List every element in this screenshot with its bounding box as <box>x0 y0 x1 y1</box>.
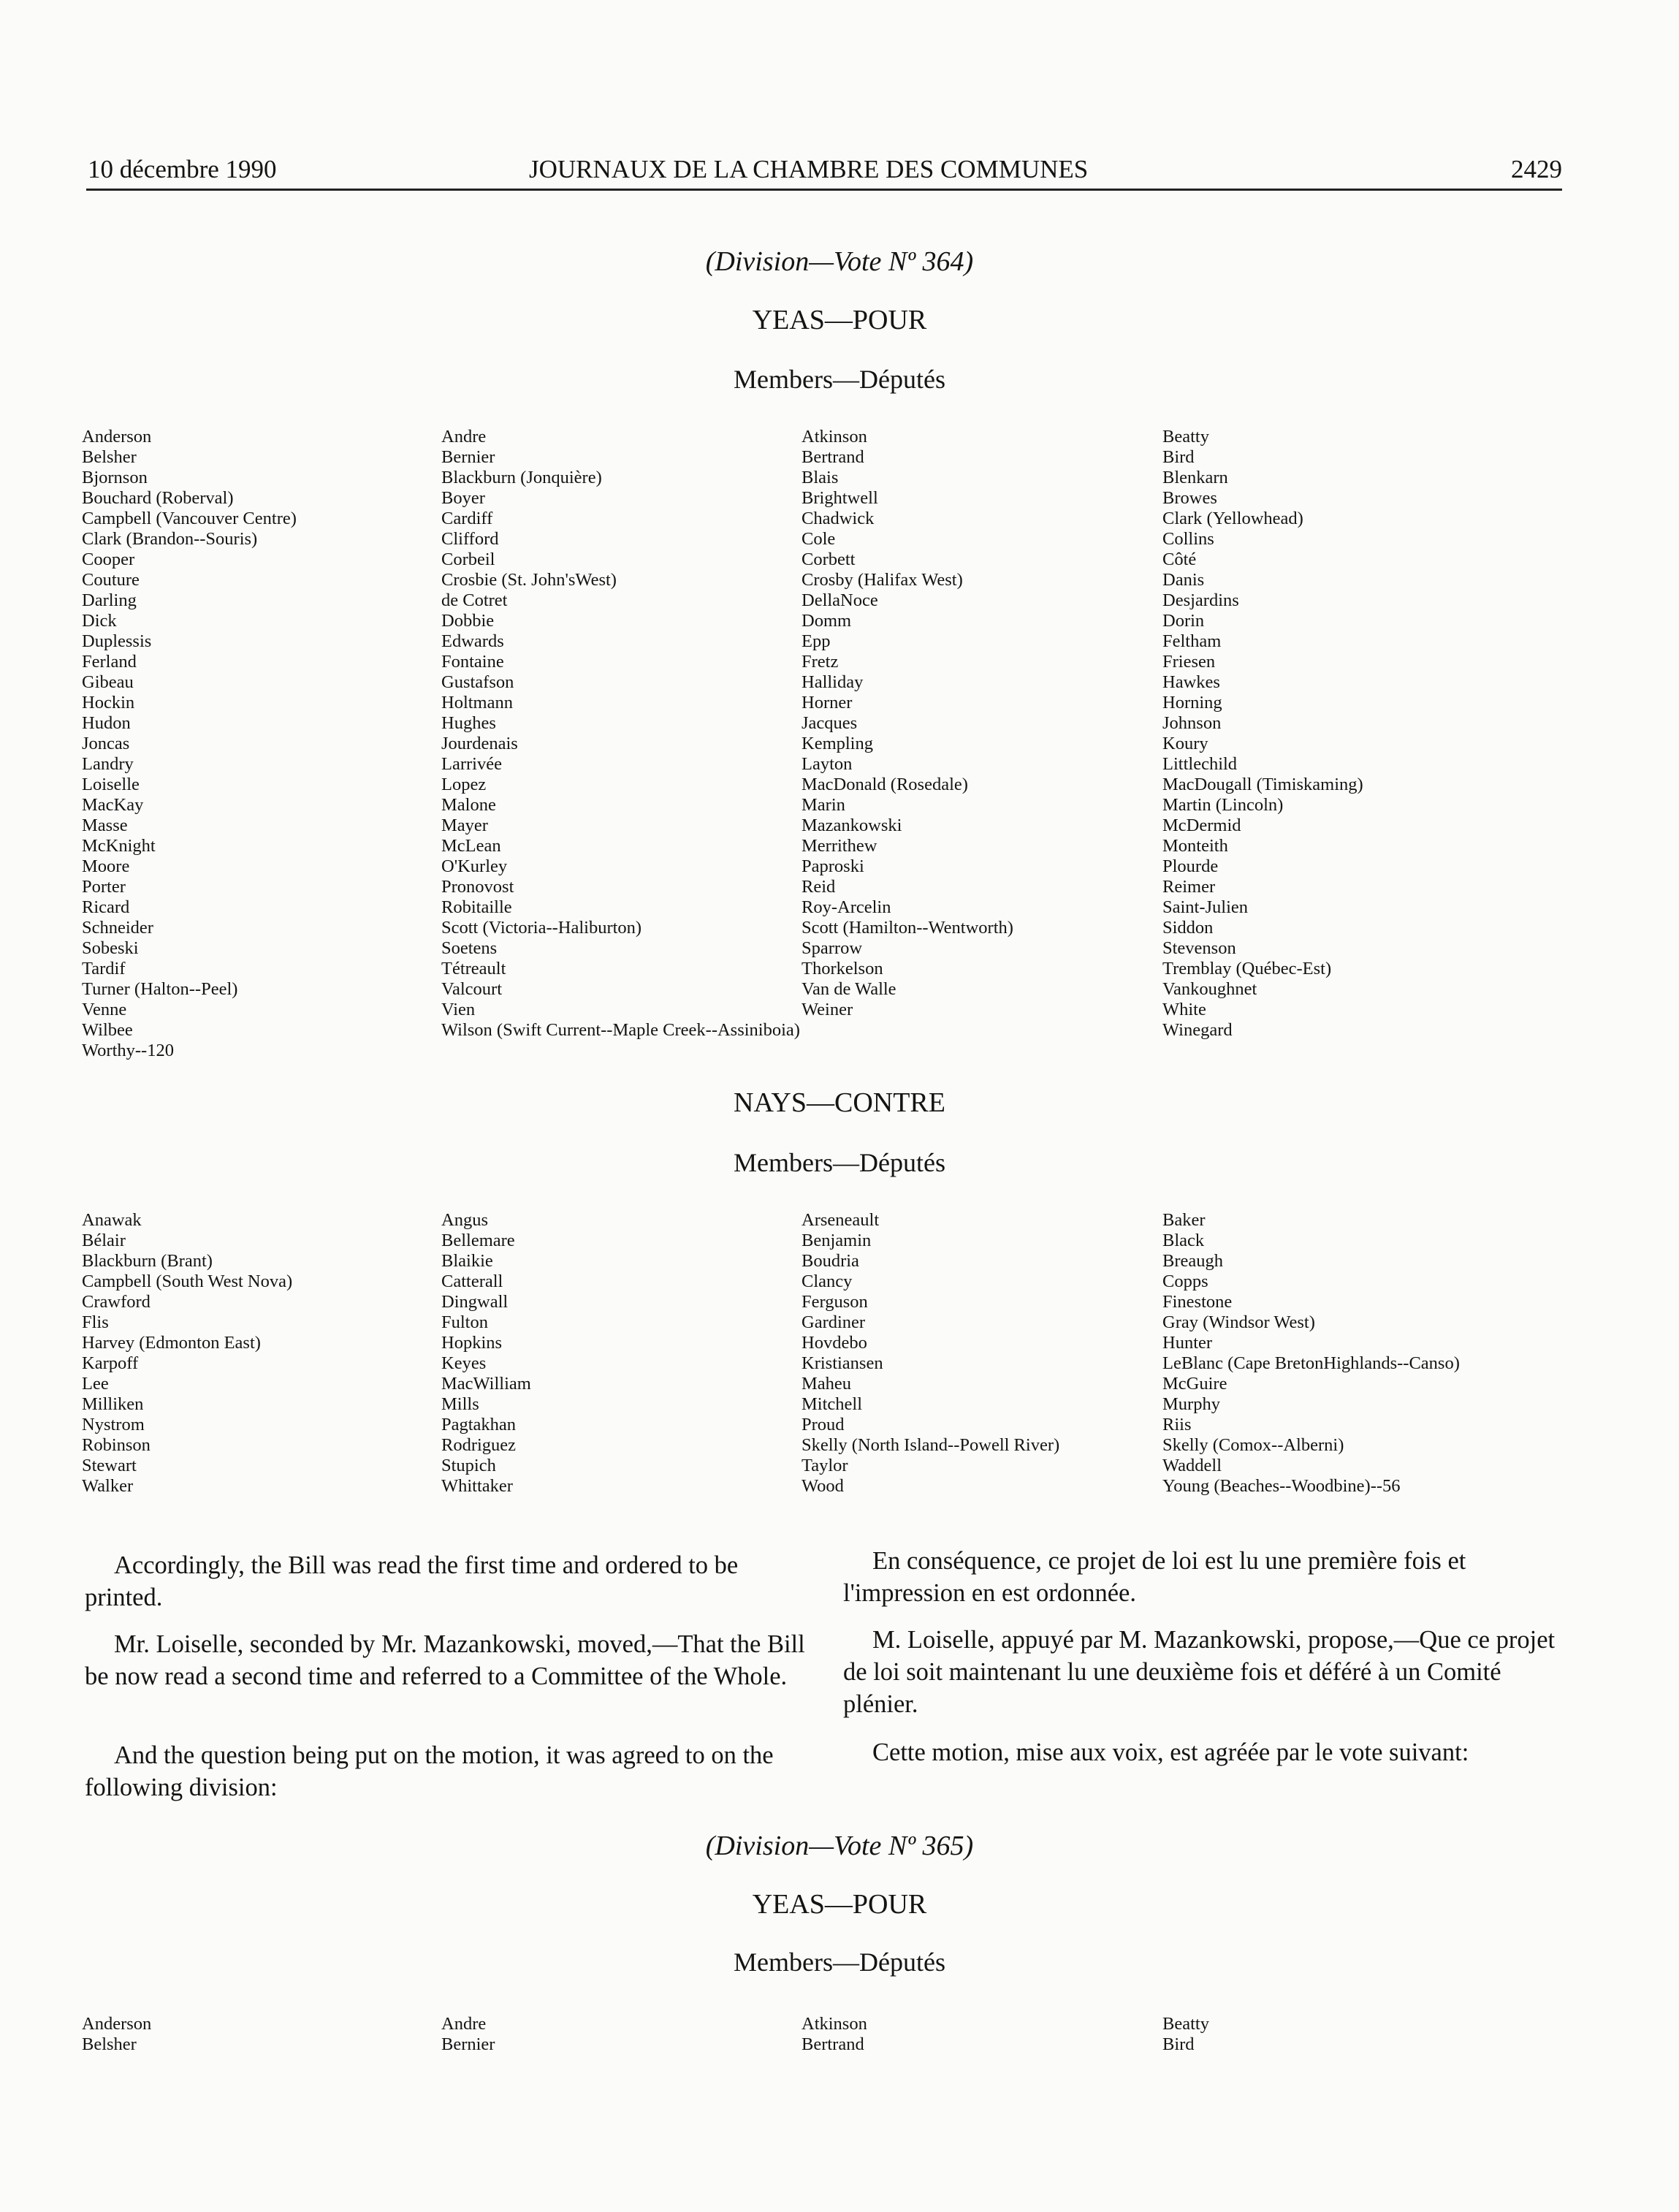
member-name: Clifford <box>441 529 499 549</box>
member-name: Horning <box>1162 693 1222 712</box>
member-name: Scott (Victoria--Haliburton) <box>441 918 642 938</box>
member-name: Domm <box>802 611 852 631</box>
member-name: Hudon <box>82 713 131 733</box>
journal-title: JOURNAUX DE LA CHAMBRE DES COMMUNES <box>529 155 1089 183</box>
member-name: Merrithew <box>802 836 877 856</box>
member-name: Roy-Arcelin <box>802 897 891 917</box>
member-name: Dorin <box>1162 611 1205 631</box>
member-name: Hovdebo <box>802 1333 867 1353</box>
member-name: Tremblay (Québec-Est) <box>1162 959 1332 978</box>
member-name: Sparrow <box>802 938 863 958</box>
member-name: MacKay <box>82 795 144 815</box>
member-name: Atkinson <box>802 2014 867 2034</box>
member-name: Larrivée <box>441 754 502 774</box>
member-name: Masse <box>82 816 128 835</box>
member-name: Moore <box>82 856 130 876</box>
member-name: Atkinson <box>802 427 867 446</box>
division-365-yeas-members-heading: Members—Députés <box>734 1947 945 1977</box>
member-name: Malone <box>441 795 496 815</box>
member-name: Blaikie <box>441 1251 493 1271</box>
member-name: Skelly (North Island--Powell River) <box>802 1435 1060 1455</box>
member-name: Corbett <box>802 550 856 569</box>
member-name: Valcourt <box>441 979 502 999</box>
member-name: Côté <box>1162 550 1197 569</box>
member-name: Campbell (Vancouver Centre) <box>82 509 297 528</box>
member-name: Halliday <box>802 672 864 692</box>
member-name: Flis <box>82 1312 109 1332</box>
page-number: 2429 <box>1511 155 1562 183</box>
member-name: Breaugh <box>1162 1251 1223 1271</box>
member-name: Jacques <box>802 713 858 733</box>
division-364-nays-heading: NAYS—CONTRE <box>734 1087 945 1118</box>
paragraph-en-first-reading: Accordingly, the Bill was read the first time and ordered to be printed. <box>85 1551 739 1611</box>
member-name: Stupich <box>441 1456 496 1475</box>
paragraph-en-division: And the question being put on the motion, it was agreed to on the following division: <box>85 1741 774 1801</box>
member-name: Schneider <box>82 918 153 938</box>
member-name: Plourde <box>1162 856 1219 876</box>
name-column <box>1162 427 1363 1041</box>
member-name: Venne <box>82 1000 127 1019</box>
member-name: Littlechild <box>1162 754 1238 774</box>
member-name: Bjornson <box>82 468 148 487</box>
name-column <box>82 427 297 1061</box>
member-name: Benjamin <box>802 1231 872 1250</box>
member-name: Belsher <box>82 2034 137 2054</box>
member-name: Brightwell <box>802 488 878 508</box>
member-name: Ricard <box>82 897 130 917</box>
name-column <box>802 427 1013 1020</box>
name-column <box>1162 2014 1209 2055</box>
member-name: Stewart <box>82 1456 137 1475</box>
paragraph-fr-first-reading: En conséquence, ce projet de loi est lu une première fois et l'impression en est ordonnée. <box>843 1547 1466 1607</box>
paragraph-fr-motion: M. Loiselle, appuyé par M. Mazankowski, propose,—Que ce projet de loi soit maintenant lu une deuxième fois et déféré à un Comité plénier. <box>843 1626 1556 1718</box>
member-name: Beatty <box>1162 2014 1209 2034</box>
member-name: Koury <box>1162 734 1208 753</box>
member-name: Weiner <box>802 1000 853 1019</box>
member-name: Pronovost <box>441 877 514 897</box>
member-name: Mills <box>441 1394 479 1414</box>
member-name: Andre <box>441 2014 487 2034</box>
member-name: Young (Beaches--Woodbine)--56 <box>1162 1476 1401 1496</box>
member-name: Bird <box>1162 2034 1195 2054</box>
member-name: Corbeil <box>441 550 495 569</box>
member-name: Robinson <box>82 1435 151 1455</box>
member-name: Johnson <box>1162 713 1222 733</box>
member-name: Blais <box>802 468 839 487</box>
member-name: Duplessis <box>82 631 152 651</box>
member-name: Arseneault <box>802 1210 880 1230</box>
member-name: Robitaille <box>441 897 512 917</box>
member-name: Kristiansen <box>802 1353 883 1373</box>
member-name: MacWilliam <box>441 1374 531 1394</box>
member-name: Jourdenais <box>441 734 518 753</box>
paragraph-en-motion: Mr. Loiselle, seconded by Mr. Mazankowski, moved,—That the Bill be now read a second time and referred to a Committee of the Whole. <box>85 1630 805 1690</box>
member-name: Bernier <box>441 447 495 467</box>
division-364-yeas-heading: YEAS—POUR <box>752 305 927 335</box>
header-date: 10 décembre 1990 <box>88 155 277 183</box>
member-name: Lopez <box>441 775 487 794</box>
member-name: Kempling <box>802 734 873 753</box>
member-name: Belsher <box>82 447 137 467</box>
member-name: Couture <box>82 570 140 590</box>
member-name: Dick <box>82 611 117 631</box>
member-name: Winegard <box>1162 1020 1233 1040</box>
member-name: Landry <box>82 754 134 774</box>
member-name: Wilbee <box>82 1020 133 1040</box>
member-name: Mitchell <box>802 1394 863 1414</box>
division-364-yeas-members-heading: Members—Députés <box>734 365 945 394</box>
member-name: Waddell <box>1162 1456 1222 1475</box>
member-name: Horner <box>802 693 853 712</box>
member-name: McGuire <box>1162 1374 1227 1394</box>
member-name: Lee <box>82 1374 109 1394</box>
member-name: Saint-Julien <box>1162 897 1249 917</box>
member-name: Crosby (Halifax West) <box>802 570 963 590</box>
member-name: Marin <box>802 795 845 815</box>
member-name: Scott (Hamilton--Wentworth) <box>802 918 1013 938</box>
member-name: Layton <box>802 754 853 774</box>
member-name: Riis <box>1162 1415 1192 1434</box>
member-name: Epp <box>802 631 831 651</box>
member-name: Fretz <box>802 652 839 672</box>
member-name: Desjardins <box>1162 590 1239 610</box>
member-name: MacDougall (Timiskaming) <box>1162 775 1363 794</box>
division-364-title: (Division—Vote Nº 364) <box>705 246 974 277</box>
member-name: Loiselle <box>82 775 140 794</box>
member-name: Karpoff <box>82 1353 139 1373</box>
member-name: Feltham <box>1162 631 1222 651</box>
member-name: Fontaine <box>441 652 504 672</box>
member-name: Darling <box>82 590 137 610</box>
member-name: Worthy--120 <box>82 1041 174 1060</box>
member-name: Turner (Halton--Peel) <box>82 979 238 999</box>
member-name: Taylor <box>802 1456 848 1475</box>
member-name: Bélair <box>82 1231 126 1250</box>
member-name: Sobeski <box>82 938 139 958</box>
member-name: Clancy <box>802 1272 853 1291</box>
member-name: Soetens <box>441 938 498 958</box>
member-name: Hopkins <box>441 1333 503 1353</box>
member-name: Chadwick <box>802 509 875 528</box>
member-name: Nystrom <box>82 1415 145 1434</box>
member-name: Milliken <box>82 1394 144 1414</box>
name-column <box>82 1210 292 1497</box>
member-name: Murphy <box>1162 1394 1220 1414</box>
member-name: O'Kurley <box>441 856 508 876</box>
member-name: Bellemare <box>441 1231 515 1250</box>
member-name: Dingwall <box>441 1292 509 1312</box>
member-name: Campbell (South West Nova) <box>82 1272 293 1291</box>
member-name: Porter <box>82 877 126 897</box>
member-name: Vien <box>441 1000 476 1019</box>
member-name: Bernier <box>441 2034 495 2054</box>
member-name: Van de Walle <box>802 979 896 999</box>
member-name: Skelly (Comox--Alberni) <box>1162 1435 1344 1455</box>
member-name: Keyes <box>441 1353 487 1373</box>
member-name: Maheu <box>802 1374 852 1394</box>
member-name: Andre <box>441 427 487 446</box>
member-name: Pagtakhan <box>441 1415 517 1434</box>
member-name: Bertrand <box>802 447 864 467</box>
member-name: Bouchard (Roberval) <box>82 488 234 508</box>
member-name: Siddon <box>1162 918 1214 938</box>
member-name: Anderson <box>82 2014 152 2034</box>
member-name: Stevenson <box>1162 938 1236 958</box>
member-name: Hawkes <box>1162 672 1220 692</box>
member-name: Anderson <box>82 427 152 446</box>
member-name: DellaNoce <box>802 590 878 610</box>
member-name: Walker <box>82 1476 134 1496</box>
member-name: McKnight <box>82 836 156 856</box>
member-name: Baker <box>1162 1210 1206 1230</box>
member-name: Bertrand <box>802 2034 864 2054</box>
member-name: Clark (Brandon--Souris) <box>82 529 258 549</box>
member-name: Edwards <box>441 631 504 651</box>
member-name: Blackburn (Jonquière) <box>441 468 602 487</box>
paragraph-fr-division: Cette motion, mise aux voix, est agréée par le vote suivant: <box>872 1738 1469 1766</box>
member-name: Clark (Yellowhead) <box>1162 509 1303 528</box>
member-name: Gibeau <box>82 672 134 692</box>
member-name: Angus <box>441 1210 488 1230</box>
member-name: Blenkarn <box>1162 468 1228 487</box>
member-name: Friesen <box>1162 652 1216 672</box>
member-name: Finestone <box>1162 1292 1233 1312</box>
member-name: Gustafson <box>441 672 514 692</box>
member-name: Hughes <box>441 713 496 733</box>
member-name: Whittaker <box>441 1476 513 1496</box>
member-name: Catterall <box>441 1272 503 1291</box>
member-name: Crawford <box>82 1292 151 1312</box>
member-name: Proud <box>802 1415 845 1434</box>
member-name: Cooper <box>82 550 135 569</box>
member-name: Martin (Lincoln) <box>1162 795 1284 815</box>
member-name: Monteith <box>1162 836 1228 856</box>
member-name: Tétreault <box>441 959 506 978</box>
member-name: Ferguson <box>802 1292 868 1312</box>
member-name: Cardiff <box>441 509 493 528</box>
member-name: McDermid <box>1162 816 1241 835</box>
member-name: Cole <box>802 529 836 549</box>
name-column <box>441 427 800 1041</box>
member-name: Rodriguez <box>441 1435 517 1455</box>
member-name: Black <box>1162 1231 1205 1250</box>
member-name: Copps <box>1162 1272 1208 1291</box>
member-name: Fulton <box>441 1312 488 1332</box>
member-name: White <box>1162 1000 1206 1019</box>
name-column <box>441 2014 495 2055</box>
member-name: Dobbie <box>441 611 495 631</box>
division-364-nays-members-heading: Members—Députés <box>734 1148 945 1177</box>
name-column <box>802 1210 1059 1497</box>
member-name: Harvey (Edmonton East) <box>82 1333 261 1353</box>
member-name: Tardif <box>82 959 126 978</box>
member-name: Browes <box>1162 488 1217 508</box>
member-name: Mazankowski <box>802 816 902 835</box>
member-name: Anawak <box>82 1210 142 1230</box>
member-name: Wood <box>802 1476 844 1496</box>
division-365-title: (Division—Vote Nº 365) <box>705 1831 974 1861</box>
member-name: Paproski <box>802 856 864 876</box>
member-name: Mayer <box>441 816 488 835</box>
member-name: McLean <box>441 836 501 856</box>
member-name: MacDonald (Rosedale) <box>802 775 968 794</box>
member-name: Hockin <box>82 693 135 712</box>
member-name: Ferland <box>82 652 137 672</box>
member-name: Thorkelson <box>802 959 883 978</box>
page-header <box>86 148 1562 191</box>
member-name: Vankoughnet <box>1162 979 1257 999</box>
member-name: Boyer <box>441 488 485 508</box>
name-column <box>82 2014 151 2055</box>
member-name: Bird <box>1162 447 1195 467</box>
member-name: Beatty <box>1162 427 1209 446</box>
division-365-yeas-heading: YEAS—POUR <box>752 1889 927 1920</box>
member-name: Reid <box>802 877 836 897</box>
member-name: Wilson (Swift Current--Maple Creek--Assiniboia) <box>441 1020 800 1040</box>
member-name: Danis <box>1162 570 1205 590</box>
name-column <box>441 1210 531 1497</box>
member-name: LeBlanc (Cape BretonHighlands--Canso) <box>1162 1353 1460 1373</box>
member-name: Collins <box>1162 529 1214 549</box>
name-column <box>1162 1210 1460 1497</box>
member-name: Crosbie (St. John'sWest) <box>441 570 617 590</box>
name-column <box>802 2014 867 2055</box>
member-name: Holtmann <box>441 693 513 712</box>
member-name: Gray (Windsor West) <box>1162 1312 1315 1332</box>
member-name: Boudria <box>802 1251 859 1271</box>
member-name: Joncas <box>82 734 130 753</box>
member-name: Hunter <box>1162 1333 1213 1353</box>
member-name: Blackburn (Brant) <box>82 1251 213 1271</box>
member-name: Gardiner <box>802 1312 866 1332</box>
member-name: Reimer <box>1162 877 1216 897</box>
member-name: de Cotret <box>441 590 508 610</box>
